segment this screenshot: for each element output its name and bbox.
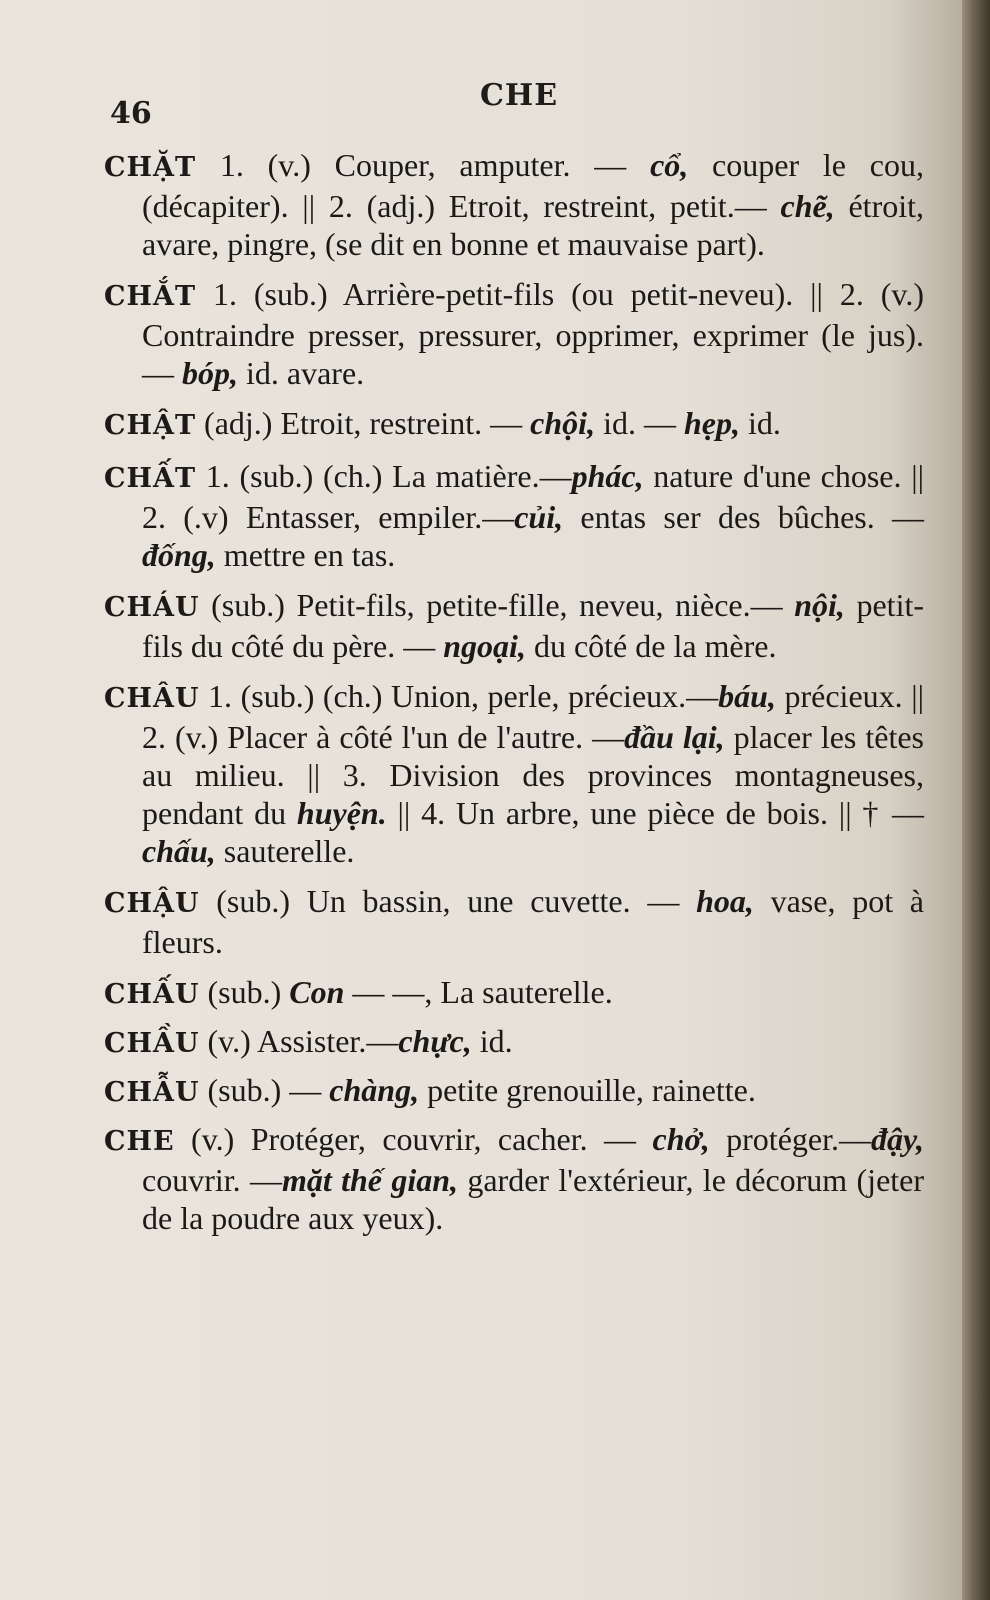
vietnamese-term: chội, [530, 405, 596, 441]
definition-text: étroit, avare, pingre, (se dit en bonne et mauvaise part). [142, 188, 925, 262]
definition-text: (adj.) Etroit, restreint. — [196, 405, 531, 441]
headword: CHẬT [104, 410, 197, 441]
definition-text: nature d'une chose. || 2. (.v) Entasser, empiler.— [142, 458, 925, 535]
entry-chau-5 [104, 1022, 924, 1063]
definition-text: sauterelle. [215, 833, 355, 869]
vietnamese-term: mặt thế gian, [281, 1162, 459, 1198]
vietnamese-term: chàng, [329, 1072, 420, 1108]
definition-text: 1. (sub.) (ch.) La matière.— [196, 458, 572, 494]
vietnamese-term: báu, [718, 678, 776, 714]
entry-chat-3 [104, 404, 924, 445]
headword: CHẮT [104, 281, 197, 312]
vietnamese-term: ngoại, [443, 628, 526, 664]
definition-text: (sub.) [199, 974, 290, 1010]
headword: CHẤT [104, 463, 197, 494]
definition-text: id. — [595, 405, 684, 441]
definition-text: (v.) Protéger, couvrir, cacher. — [174, 1121, 653, 1157]
entries-list [104, 146, 924, 1249]
running-head: CHE [480, 78, 559, 113]
definition-text: précieux. || 2. (v.) Placer à côté l'un de l'autre. — [142, 678, 925, 755]
entry-chat-4 [104, 457, 924, 574]
definition-text: garder l'extérieur, le décorum (jeter de la poudre aux yeux). [142, 1162, 925, 1236]
entry-chau-4 [104, 973, 924, 1014]
entry-chau-2 [104, 677, 924, 870]
headword: CHẬU [104, 888, 200, 919]
definition-text: mettre en tas. [215, 537, 396, 573]
vietnamese-term: đậy, [871, 1121, 925, 1157]
vietnamese-term: đầu lại, [624, 719, 725, 755]
vietnamese-term: chực, [398, 1023, 472, 1059]
entry-chau-1 [104, 586, 924, 665]
definition-text: couvrir. — [142, 1162, 282, 1198]
definition-text: vase, pot à fleurs. [142, 883, 925, 960]
definition-text: — —, La sauterelle. [344, 974, 613, 1010]
definition-text: petite grenouille, rainette. [419, 1072, 756, 1108]
entry-chau-3 [104, 882, 924, 961]
definition-text: protéger.— [709, 1121, 871, 1157]
definition-text: || 4. Un arbre, une pièce de bois. || † — [386, 795, 925, 831]
vietnamese-term: hoa, [696, 883, 754, 919]
headword: CHE [104, 1126, 175, 1157]
definition-text: 1. (sub.) Arrière-petit-fils (ou petit-neveu). || 2. (v.) Contraindre presser, pressurer, opprimer, exprimer (le jus). — [142, 276, 924, 391]
page-number: 46 [110, 96, 152, 131]
entry-che [104, 1120, 924, 1237]
book-spine-shadow [962, 0, 990, 1600]
vietnamese-term: chẽ, [780, 188, 835, 224]
vietnamese-term: cổ, [650, 147, 689, 183]
headword: CHÁU [104, 592, 200, 623]
definition-text: 1. (v.) Couper, amputer. — [196, 147, 651, 183]
definition-text: (sub.) Petit-fils, petite-fille, neveu, nièce.— [199, 587, 795, 623]
entry-chat-2 [104, 275, 924, 392]
vietnamese-term: chấu, [142, 833, 216, 869]
headword: CHẦU [104, 1028, 200, 1059]
vietnamese-term: củi, [514, 499, 564, 535]
definition-text: placer les têtes au milieu. || 3. Division des provinces montagneuses, pendant du [142, 719, 925, 831]
definition-text: 1. (sub.) (ch.) Union, perle, précieux.— [199, 678, 719, 714]
headword: CHẶT [104, 152, 197, 183]
definition-text: (sub.) — [199, 1072, 330, 1108]
vietnamese-term: huyện. [296, 795, 387, 831]
vietnamese-term: chở, [652, 1121, 710, 1157]
definition-text: id. avare. [238, 355, 365, 391]
definition-text: id. [739, 405, 781, 441]
vietnamese-term: hẹp, [683, 405, 740, 441]
definition-text: (v.) Assister.— [199, 1023, 399, 1059]
definition-text: du côté de la mère. [525, 628, 777, 664]
entry-chau-6 [104, 1071, 924, 1112]
definition-text: id. [471, 1023, 513, 1059]
definition-text: couper le cou, (décapiter). || 2. (adj.) Etroit, restreint, petit.— [142, 147, 925, 224]
definition-text: petit-fils du côté du père. — [142, 587, 925, 664]
vietnamese-term: Con [289, 974, 345, 1010]
vietnamese-term: nội, [794, 587, 845, 623]
vietnamese-term: phác, [571, 458, 644, 494]
definition-text: entas ser des bûches. — [563, 499, 924, 535]
headword: CHẤU [104, 979, 200, 1010]
entry-chat-1 [104, 146, 924, 263]
definition-text: (sub.) Un bassin, une cuvette. — [199, 883, 697, 919]
headword: CHÂU [104, 683, 200, 714]
vietnamese-term: bóp, [182, 355, 238, 391]
headword: CHẪU [104, 1077, 200, 1108]
vietnamese-term: đống, [142, 537, 216, 573]
page-header [0, 78, 962, 131]
